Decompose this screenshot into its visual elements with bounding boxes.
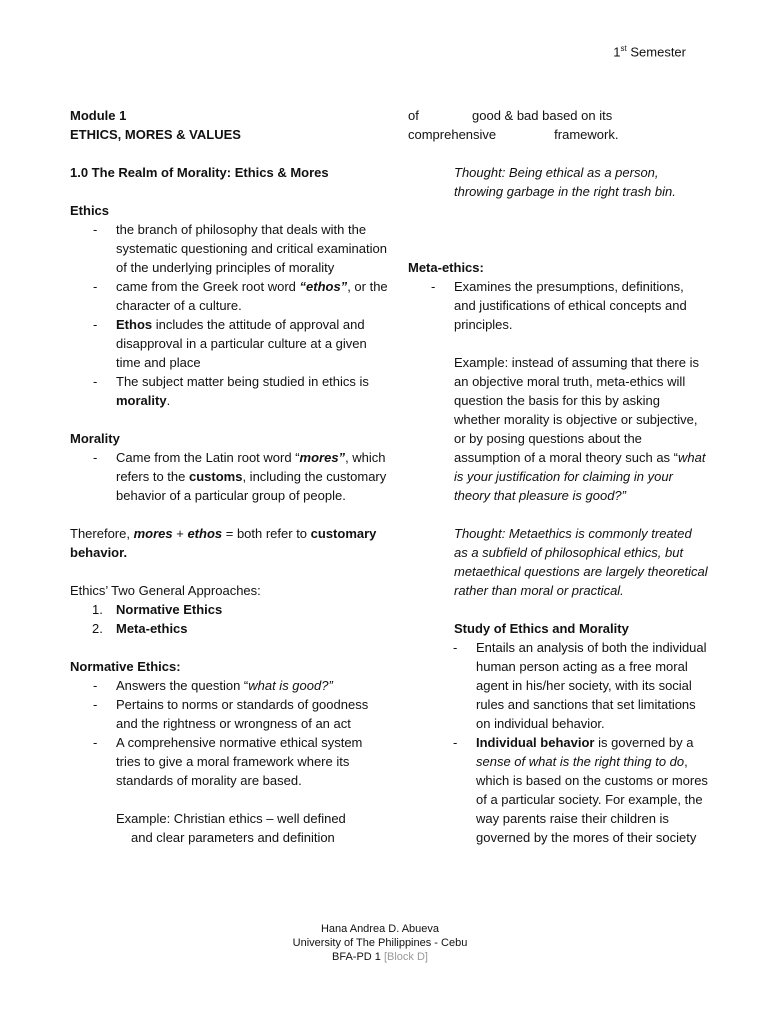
list-item: - came from the Greek root word “ethos”, or the character of a culture. [70,277,390,315]
list-item: - Individual behavior is governed by a sense of what is the right thing to do, which is based on the customs or mores of a particular society. For example, the way parents raise their children is governed by the mores of their society [430,733,708,847]
normative-heading: Normative Ethics: [70,659,181,674]
school-name: University of The Philippines - Cebu [292,937,468,949]
list-item: - Pertains to norms or standards of goodness and the rightness or wrongness of an act [70,695,390,733]
thought-garbage: Thought: Being ethical as a person, throwing garbage in the right trash bin. [454,165,676,199]
module-title: ETHICS, MORES & VALUES [70,127,241,142]
right-column [408,106,708,847]
semester-label: 1st Semester [613,44,686,60]
morality-heading: Morality [70,431,120,446]
left-column [70,106,390,847]
list-item: - Came from the Latin root word “mores”, which refers to the customs, including the customary behavior of a particular group of people. [70,448,390,505]
list-item: 1. Normative Ethics [92,602,223,617]
normative-example: Example: Christian ethics – well defined and clear parameters and definition [116,811,346,845]
ethics-heading: Ethics [70,203,110,218]
module-number: Module 1 [70,108,127,123]
author-name: Hana Andrea D. Abueva [320,923,440,935]
normative-list [70,676,390,790]
continuation-line-1: of good & bad based on its [408,108,613,123]
list-item: - A comprehensive normative ethical system tries to give a moral framework where its standards of morality are based. [70,733,390,790]
approaches-list [70,600,390,638]
approaches-intro: Ethics’ Two General Approaches: [70,583,261,598]
list-item: - the branch of philosophy that deals with the systematic questioning and critical examination of the underlying principles of morality [70,220,390,277]
study-list [408,638,708,847]
list-item: - Entails an analysis of both the individual human person acting as a free moral agent in his/her society, with its social rules and sanctions that set limitations on individual behavior. [430,638,708,733]
thought-metaethics: Thought: Metaethics is commonly treated as a subfield of philosophical ethics, but metaethical questions are largely theoretical rather than moral or practical. [454,526,708,598]
list-item: - The subject matter being studied in ethics is morality. [70,372,390,410]
page-footer [0,922,760,964]
meta-ethics-list [408,277,708,334]
course-block: BFA-PD 1 [Block D] [332,951,428,963]
list-item: - Answers the question “what is good?” [70,676,390,695]
list-item: - Ethos includes the attitude of approval and disapproval in a particular culture at a given time and place [70,315,390,372]
meta-ethics-example: Example: instead of assuming that there is an objective moral truth, meta-ethics will question the basis for this by asking whether morality is objective or subjective, or by posing questions about the assumption of a moral theory such as “what is your justification for claiming in your theory that pleasure is good?” [454,355,706,503]
therefore-statement: Therefore, mores + ethos = both refer to customary behavior. [70,526,377,560]
ethics-list [70,220,390,410]
meta-ethics-heading: Meta-ethics: [408,260,484,275]
morality-list [70,448,390,505]
section-title: 1.0 The Realm of Morality: Ethics & Mores [70,165,329,180]
study-heading: Study of Ethics and Morality [454,621,629,636]
continuation-line-2: comprehensive framework. [408,127,619,142]
list-item: 2. Meta-ethics [92,621,188,636]
list-item: - Examines the presumptions, definitions, and justifications of ethical concepts and principles. [408,277,708,334]
